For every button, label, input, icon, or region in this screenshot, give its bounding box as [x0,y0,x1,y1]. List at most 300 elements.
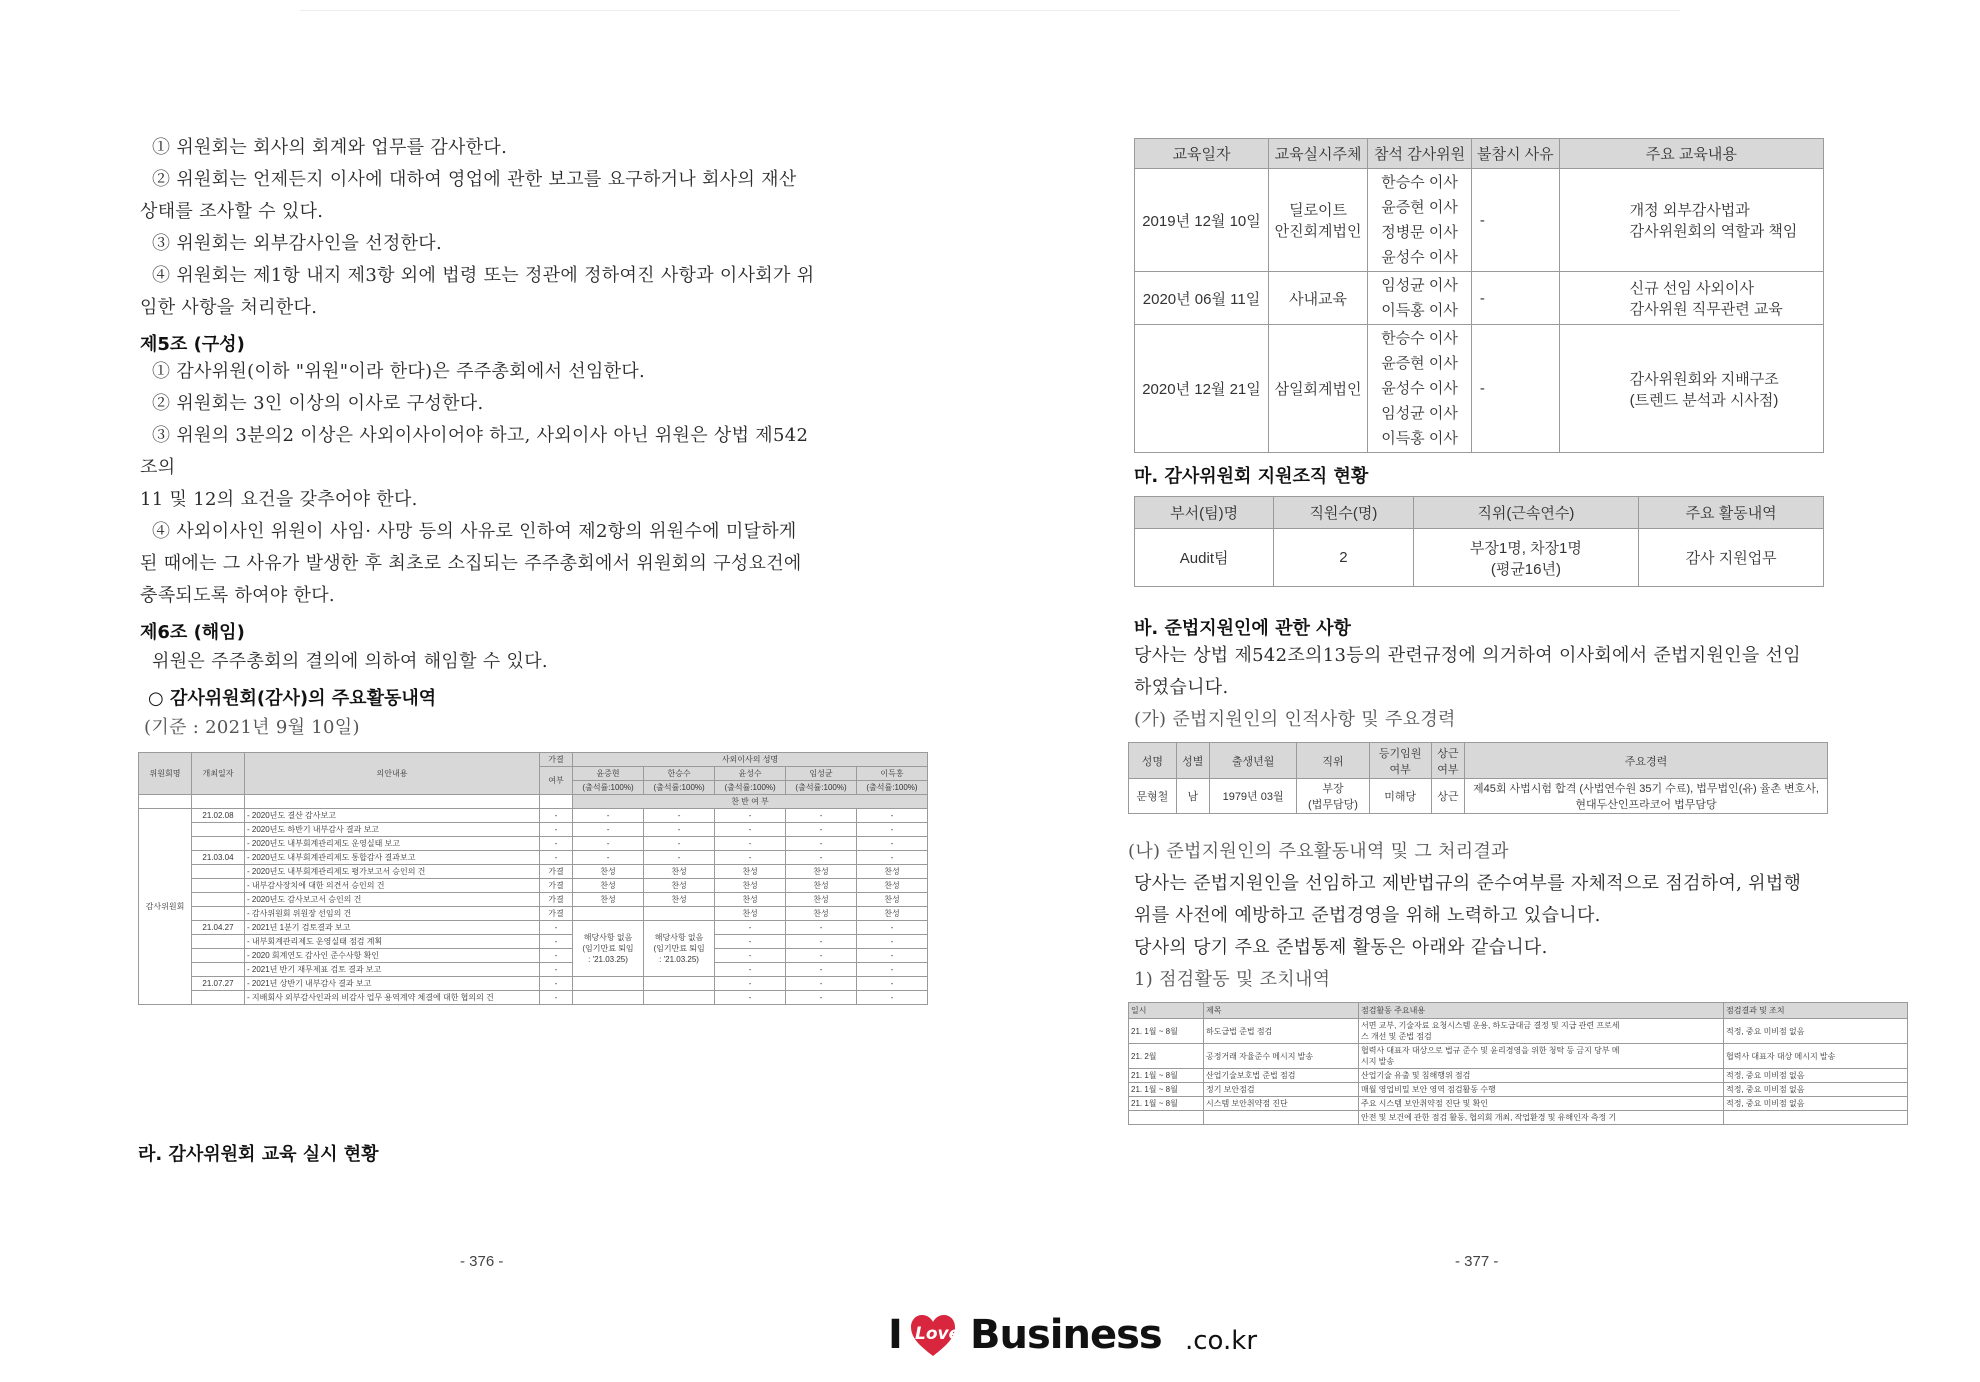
logo-domain: .co.kr [1185,1326,1258,1356]
col-header: 위원회명 [139,753,192,795]
col-header: 점검결과 및 조치 [1724,1003,1908,1019]
table-row [1129,1111,1908,1125]
members-cell [1368,325,1472,453]
logo-love: Love [915,1324,961,1344]
vote-cell: 찬성 [857,865,928,879]
date-cell: 21. 1월 ~ 8월 [1129,1019,1204,1044]
content-line: 시지 발송 [1361,1057,1395,1066]
director-name: 한승수 [644,767,715,781]
paragraph: 위원은 주주총회의 결의에 의하여 해임할 수 있다. [152,651,548,672]
basis-date: (기준 : 2021년 9월 10일) [144,717,360,738]
vote-cell: 찬성 [573,879,644,893]
vote-cell: - [540,921,573,935]
support-table [1134,496,1824,587]
paragraph: 임한 사항을 처리한다. [140,297,318,318]
paragraph: 11 및 12의 요건을 갖추어야 한다. [140,489,418,510]
table-row [1135,272,1824,325]
content-cell [1359,1083,1724,1097]
note-line: : '21.03.25) [659,955,699,964]
fulltime-cell: 상근 [1431,779,1464,814]
col-header: 교육일자 [1135,139,1269,169]
vote-cell: - [644,851,715,865]
vote-cell: - [786,977,857,991]
result-cell: 적정, 중요 미비점 없음 [1724,1097,1908,1111]
left-page [0,0,990,1300]
member-line: 한승수 이사 [1381,330,1458,347]
paragraph: 당사의 당기 주요 준법통제 활동은 아래와 같습니다. [1134,937,1548,958]
registered-cell: 미해당 [1369,779,1431,814]
committee-cell: 감사위원회 [139,809,192,1005]
director-name: 윤증현 [573,767,644,781]
agenda-cell: - 감사위원회 위원장 선임의 건 [245,907,540,921]
paragraph: ① 위원회는 회사의 회계와 업무를 감사한다. [152,137,508,158]
content-line: 서면 교부, 기술자료 요청시스템 운용, 하도급대금 결정 및 지급 관련 프로세 [1361,1021,1620,1030]
vote-cell [644,977,715,991]
vote-cell: - [786,851,857,865]
content-cell [1359,1019,1724,1044]
table-row [1129,1069,1908,1083]
col-header: 사외이사의 성명 [573,753,928,767]
site-logo [880,1310,1300,1360]
vote-cell: - [786,949,857,963]
result-cell: 적정, 중요 미비점 없음 [1724,1019,1908,1044]
org-line: 안진회계법인 [1274,223,1362,240]
logo-business: Business [970,1312,1162,1358]
vote-cell: 가결 [540,879,573,893]
vote-cell: - [715,837,786,851]
table-row [1129,1044,1908,1069]
activity-table [138,752,928,1005]
vote-cell: 찬성 [857,907,928,921]
col-header: 점검활동 주요내용 [1359,1003,1724,1019]
member-line: 윤성수 이사 [1381,380,1458,397]
table-row [1135,169,1824,272]
col-header: 교육실시주체 [1268,139,1367,169]
section-heading: 바. 준법지원인에 관한 사항 [1134,618,1351,639]
vote-cell: 찬성 [573,865,644,879]
vote-cell: - [786,935,857,949]
vote-cell: - [644,837,715,851]
vote-cell: - [644,809,715,823]
note-cell [573,921,644,977]
content-line: 개정 외부감사법과 [1629,202,1750,219]
vote-cell: - [786,921,857,935]
vote-cell: - [540,977,573,991]
director-name: 임성균 [786,767,857,781]
agenda-cell: - 지배회사 외부감사인과의 비감사 업무 용역계약 체결에 대한 협의의 건 [245,991,540,1005]
member-line: 윤증현 이사 [1381,199,1458,216]
paragraph: (가) 준법지원인의 인적사항 및 주요경력 [1134,709,1456,730]
vote-cell: - [786,837,857,851]
date-cell: 21. 2월 [1129,1044,1204,1069]
activity-cell: 감사 지원업무 [1639,529,1824,587]
date-cell [192,935,245,949]
paragraph: 1) 점검활동 및 조치내역 [1134,969,1331,990]
vote-cell: - [573,823,644,837]
vote-cell [644,907,715,921]
content-cell [1559,325,1823,453]
vote-cell: 가결 [540,907,573,921]
vote-cell: - [857,809,928,823]
attendance: (출석률:100%) [857,781,928,795]
agenda-cell: - 2020년도 하반기 내부감사 결과 보고 [245,823,540,837]
members-cell [1368,272,1472,325]
right-page [990,0,1980,1300]
result-cell: 적정, 중요 미비점 없음 [1724,1083,1908,1097]
agenda-cell: - 2021년 반기 재무제표 검토 결과 보고 [245,963,540,977]
vote-cell: - [540,935,573,949]
vote-cell: 찬성 [644,893,715,907]
name-cell: 문형철 [1129,779,1177,814]
date-cell [192,879,245,893]
vote-cell: 찬성 [786,907,857,921]
agenda-cell: - 2020년도 감사보고서 승인의 건 [245,893,540,907]
org-cell [1268,272,1367,325]
table-row [1135,325,1824,453]
org-line: 딜로이트 [1289,202,1348,219]
attendance: (출석률:100%) [573,781,644,795]
org-cell [1268,169,1367,272]
vote-cell: - [715,977,786,991]
paragraph: ③ 위원의 3분의2 이상은 사외이사이어야 하고, 사외이사 아닌 위원은 상법 제542 [152,425,809,446]
section-heading: 라. 감사위원회 교육 실시 현황 [138,1144,379,1165]
note-cell [644,921,715,977]
content-line: (트렌드 분석과 시사점) [1629,391,1779,409]
col-header: 주요 활동내역 [1639,497,1824,529]
result-cell [1724,1111,1908,1125]
vote-cell: 찬성 [857,893,928,907]
vote-cell: - [540,851,573,865]
member-line: 정병문 이사 [1381,224,1458,241]
content-cell [1359,1044,1724,1069]
note-line: (임기만료 퇴임 [653,944,705,953]
title-cell: 산업기술보호법 준법 점검 [1204,1069,1359,1083]
dept-cell: Audit팀 [1135,529,1274,587]
vote-cell: - [857,851,928,865]
yes-no-header: 찬 반 여 부 [573,795,928,809]
agenda-cell: - 2020 회계연도 감사인 준수사항 확인 [245,949,540,963]
col-header: 부서(팀)명 [1135,497,1274,529]
vote-cell: 찬성 [644,865,715,879]
date-cell [192,837,245,851]
career-line: 현대두산인프라코어 법무담당 [1575,799,1717,811]
vote-cell [573,977,644,991]
paragraph: ④ 위원회는 제1항 내지 제3항 외에 법령 또는 정관에 정하여진 사항과 이사회가 위 [152,265,815,286]
article-heading: 제6조 (해임) [140,622,245,643]
member-line: 임성균 이사 [1381,405,1458,422]
header-line: 상근 [1437,747,1459,760]
vote-cell: 찬성 [786,893,857,907]
col-header: 주요경력 [1465,743,1828,779]
table-row [139,879,928,893]
vote-cell: 찬성 [786,865,857,879]
vote-cell: - [715,921,786,935]
date-cell: 21. 1월 ~ 8월 [1129,1097,1204,1111]
agenda-cell: - 2020년도 내부회계관리제도 통합감사 결과보고 [245,851,540,865]
vote-cell: 찬성 [644,879,715,893]
content-line: 안전 및 보건에 관한 점검 활동, 협의회 개최, 작업환경 및 유해인자 측정 기 [1361,1113,1617,1122]
date-cell: 2019년 12월 10일 [1135,169,1269,272]
table-row [139,991,928,1005]
title-cell [1204,1111,1359,1125]
vote-cell: - [540,963,573,977]
col-header: 여부 [540,767,573,795]
section-heading: ○ 감사위원회(감사)의 주요활동내역 [148,688,437,709]
content-line: 주요 시스템 보안취약점 진단 및 확인 [1361,1099,1489,1108]
col-header [1369,743,1431,779]
table-row [139,935,928,949]
reason-cell: - [1471,169,1559,272]
header-line: 여부 [1437,763,1459,776]
table-row [139,837,928,851]
table-row [139,963,928,977]
reason-cell: - [1471,272,1559,325]
page-number: - 377 - [1455,1253,1499,1270]
vote-cell: - [644,823,715,837]
vote-cell: - [857,963,928,977]
content-line: 산업기술 유출 및 침해행위 점검 [1361,1071,1471,1080]
agenda-cell: - 내부회계관리제도 운영실태 점검 계획 [245,935,540,949]
col-header: 일시 [1129,1003,1204,1019]
date-cell [192,991,245,1005]
page-number: - 376 - [460,1253,504,1270]
date-cell: 2020년 06월 11일 [1135,272,1269,325]
col-header [1431,743,1464,779]
vote-cell: - [715,823,786,837]
org-cell [1268,325,1367,453]
title-cell: 공정거래 자율준수 메시지 발송 [1204,1044,1359,1069]
col-header: 개최일자 [192,753,245,795]
note-line: : '21.03.25) [588,955,628,964]
paragraph: (나) 준법지원인의 주요활동내역 및 그 처리결과 [1128,841,1509,862]
vote-cell: - [715,851,786,865]
table-row [1129,1083,1908,1097]
table-row [139,851,928,865]
note-line: 해당사항 없음 [583,933,633,942]
position-line: 부장 [1322,783,1344,795]
attendance: (출석률:100%) [715,781,786,795]
vote-cell: 찬성 [573,893,644,907]
title-cell: 하도급법 준법 점검 [1204,1019,1359,1044]
content-cell [1359,1069,1724,1083]
vote-cell [573,907,644,921]
vote-cell: - [857,949,928,963]
vote-cell: 찬성 [786,879,857,893]
education-table [1134,138,1824,453]
sex-cell: 남 [1176,779,1209,814]
content-cell [1359,1111,1724,1125]
vote-cell: 찬성 [715,879,786,893]
officer-table [1128,742,1828,814]
result-cell: 협력사 대표자 대상 메시지 발송 [1724,1044,1908,1069]
content-line: 감사위원회와 지배구조 [1629,370,1779,388]
vote-cell: 가결 [540,865,573,879]
member-line: 이득홍 이사 [1381,430,1458,447]
attendance: (출석률:100%) [786,781,857,795]
paragraph: ② 위원회는 3인 이상의 이사로 구성한다. [152,393,484,414]
vote-cell: 찬성 [715,893,786,907]
col-header: 가결 [540,753,573,767]
paragraph: ④ 사외이사인 위원이 사임· 사망 등의 사유로 인하여 제2항의 위원수에 미달하게 [152,521,797,542]
vote-cell: - [573,809,644,823]
career-line: 제45회 사법시험 합격 (사법연수원 35기 수료), 법무법인(유) 율촌 변호사, [1473,783,1819,795]
director-name: 윤성수 [715,767,786,781]
table-row [139,893,928,907]
vote-cell: - [857,823,928,837]
date-cell: 21.02.08 [192,809,245,823]
result-cell: 적정, 중요 미비점 없음 [1724,1069,1908,1083]
vote-cell: - [857,977,928,991]
vote-cell: - [540,949,573,963]
date-cell [192,823,245,837]
agenda-cell: - 2020년도 내부회계관리제도 운영실태 보고 [245,837,540,851]
reason-cell: - [1471,325,1559,453]
vote-cell: - [573,851,644,865]
col-header: 의안내용 [245,753,540,795]
table-row [1129,1019,1908,1044]
date-cell: 2020년 12월 21일 [1135,325,1269,453]
note-line: (임기만료 퇴임 [582,944,634,953]
position-line: 부장1명, 차장1명 [1469,539,1582,557]
paragraph: ③ 위원회는 외부감사인을 선정한다. [152,233,443,254]
position-line: (평균16년) [1490,560,1561,578]
vote-cell [573,991,644,1005]
table-row [1129,1097,1908,1111]
content-line: 협력사 대표자 대상으로 법규 준수 및 윤리경영을 위한 청탁 등 금지 당부 메 [1361,1046,1620,1055]
date-cell [192,963,245,977]
col-header: 참석 감사위원 [1368,139,1472,169]
date-cell [1129,1111,1204,1125]
col-header: 불참시 사유 [1471,139,1559,169]
table-row [139,949,928,963]
title-cell: 정기 보안점검 [1204,1083,1359,1097]
vote-cell: - [540,823,573,837]
paragraph: ① 감사위원(이하 "위원"이라 한다)은 주주총회에서 선임한다. [152,361,646,382]
vote-cell: - [786,809,857,823]
member-line: 윤증현 이사 [1381,355,1458,372]
table-row [139,823,928,837]
content-cell [1359,1097,1724,1111]
career-cell [1465,779,1828,814]
header-line: 여부 [1389,763,1411,776]
agenda-cell: - 2021년 상반기 내부감사 결과 보고 [245,977,540,991]
member-line: 임성균 이사 [1381,277,1458,294]
col-header: 출생년월 [1209,743,1297,779]
members-cell [1368,169,1472,272]
table-row [139,809,928,823]
date-cell [192,949,245,963]
director-name: 이득홍 [857,767,928,781]
col-header: 주요 교육내용 [1559,139,1823,169]
agenda-cell: - 2020년도 내부회계관리제도 평가보고서 승인의 건 [245,865,540,879]
paragraph: 당사는 준법지원인을 선임하고 제반법규의 준수여부를 자체적으로 점검하여, 위법행 [1134,873,1802,894]
org-line: 삼일회계법인 [1274,381,1362,398]
note-line: 해당사항 없음 [654,933,704,942]
vote-cell: - [715,963,786,977]
vote-cell: - [786,963,857,977]
paragraph: 하였습니다. [1134,677,1229,698]
paragraph: 조의 [140,457,176,478]
table-row [139,921,928,935]
paragraph: 당사는 상법 제542조의13등의 관련규정에 의거하여 이사회에서 준법지원인을 선임 [1134,645,1801,666]
logo-i: I [888,1312,903,1358]
vote-cell: - [573,837,644,851]
col-header: 직위 [1297,743,1369,779]
date-cell: 21. 1월 ~ 8월 [1129,1069,1204,1083]
table-row [139,907,928,921]
vote-cell: - [857,837,928,851]
vote-cell: - [786,823,857,837]
vote-cell [644,991,715,1005]
vote-cell: - [857,921,928,935]
vote-cell: - [715,949,786,963]
table-row [139,865,928,879]
vote-cell: - [857,991,928,1005]
birth-cell: 1979년 03월 [1209,779,1297,814]
position-cell [1297,779,1369,814]
col-header: 제목 [1204,1003,1359,1019]
check-table [1128,1002,1908,1125]
vote-cell: - [786,991,857,1005]
vote-cell: 가결 [540,893,573,907]
paragraph: 상태를 조사할 수 있다. [140,201,324,222]
content-cell [1559,169,1823,272]
count-cell: 2 [1274,529,1413,587]
date-cell: 21.03.04 [192,851,245,865]
member-line: 이득홍 이사 [1381,302,1458,319]
vote-cell: - [715,935,786,949]
paragraph: 위를 사전에 예방하고 준법경영을 위해 노력하고 있습니다. [1134,905,1601,926]
paragraph: 충족되도록 하여야 한다. [140,585,335,606]
date-cell [192,865,245,879]
date-cell: 21. 1월 ~ 8월 [1129,1083,1204,1097]
vote-cell: - [715,991,786,1005]
date-cell: 21.04.27 [192,921,245,935]
title-cell: 시스템 보안취약점 진단 [1204,1097,1359,1111]
date-cell [192,893,245,907]
vote-cell: 찬성 [857,879,928,893]
paragraph: ② 위원회는 언제든지 이사에 대하여 영업에 관한 보고를 요구하거나 회사의 재산 [152,169,797,190]
agenda-cell: - 2020년도 결산 감사보고 [245,809,540,823]
date-cell: 21.07.27 [192,977,245,991]
content-cell [1559,272,1823,325]
content-line: 매월 영업비밀 보안 영역 점검활동 수행 [1361,1085,1496,1094]
attendance: (출석률:100%) [644,781,715,795]
content-line: 스 개선 및 준법 점검 [1361,1032,1432,1041]
vote-cell: - [540,809,573,823]
position-line: (법무담당) [1308,799,1358,811]
org-line: 사내교육 [1289,290,1348,308]
vote-cell: - [540,837,573,851]
content-line: 감사위원 직무관련 교육 [1629,301,1783,318]
vote-cell: 찬성 [715,907,786,921]
content-line: 감사위원회의 역할과 책임 [1629,223,1798,240]
agenda-cell: - 내부감사장치에 대한 의견서 승인의 건 [245,879,540,893]
vote-cell: - [857,935,928,949]
table-row [139,977,928,991]
vote-cell: - [540,991,573,1005]
section-heading: 마. 감사위원회 지원조직 현황 [1134,466,1369,487]
member-line: 윤성수 이사 [1381,249,1458,266]
paragraph: 된 때에는 그 사유가 발생한 후 최초로 소집되는 주주총회에서 위원회의 구성요건에 [140,553,802,574]
header-line: 등기임원 [1378,747,1422,760]
position-cell [1413,529,1639,587]
col-header: 직위(근속연수) [1413,497,1639,529]
col-header: 성명 [1129,743,1177,779]
date-cell [192,907,245,921]
col-header: 직원수(명) [1274,497,1413,529]
vote-cell: - [715,809,786,823]
